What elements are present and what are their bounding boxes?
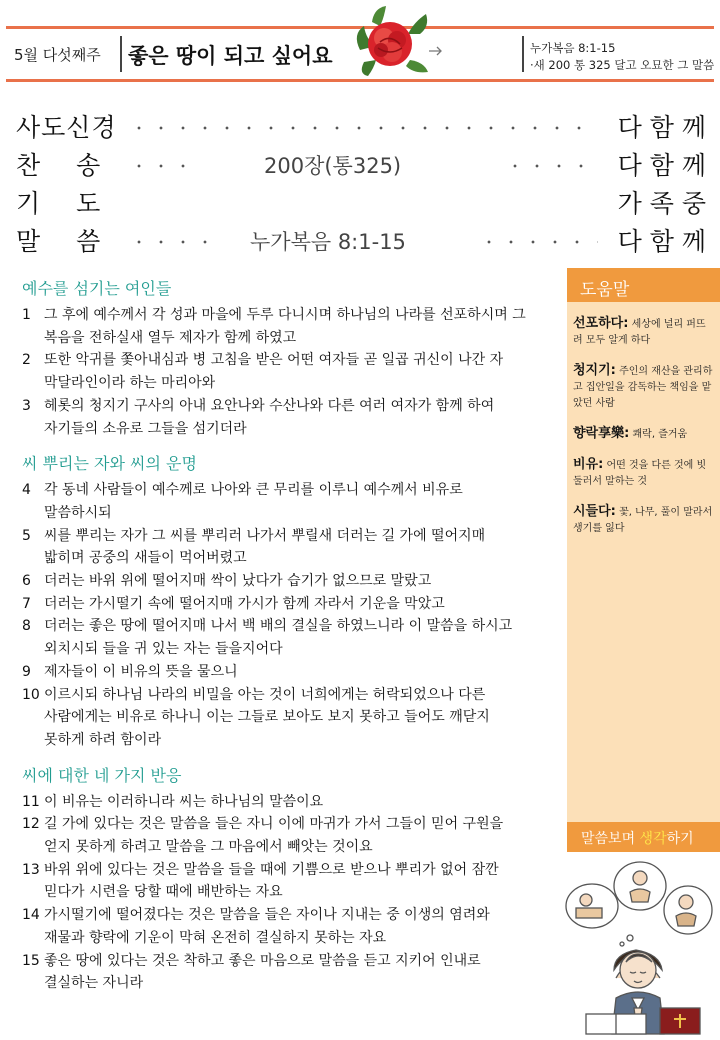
glossary-term [573,504,713,537]
page-title: 좋은 땅이 되고 싶어요 [128,44,333,68]
order-leader: 가 족 중 [617,189,706,218]
header-bottom-rule [6,79,714,82]
verse-number: 3 [22,397,31,414]
order-row [0,146,720,184]
order-leader: 다 함 께 [617,113,706,142]
verse-line: 복음을 전하실새 열두 제자가 함께 하였고 [44,329,297,346]
verse-number: 15 [22,952,40,969]
glossary-term [573,316,713,349]
verse-line: 더러는 좋은 땅에 떨어지매 나서 백 배의 결실을 하였느니라 이 말씀을 하시고 [44,618,513,635]
verse [22,684,560,752]
verse-number: 13 [22,861,40,878]
term-word: 선포하다: [573,316,629,331]
verse-number: 14 [22,907,40,924]
order-row [0,184,720,222]
dot-leader [504,164,598,168]
term-word: 향락享樂: [573,426,630,441]
term-definition: 어떤 것을 다른 것에 빗 둘러서 말하는 것 [573,460,707,487]
term-word: 청지기: [573,363,616,378]
praying-boy-illustration [556,858,716,1036]
verse-number: 11 [22,793,40,810]
verse-line: 이 비유는 이러하니라 씨는 하나님의 말씀이요 [44,793,324,810]
order-leader: 다 함 께 [617,151,706,180]
flower-icon [350,4,430,78]
reflection-banner [567,822,720,852]
help-sidebar [567,268,720,852]
glossary-term [573,426,713,443]
reflection-label: 말씀보며 [581,831,640,847]
verse-number: 4 [22,482,31,499]
term-definition: 꽃, 나무, 풀이 말라서 생기를 잃다 [573,507,713,534]
order-label: 찬 송 [16,151,102,180]
verse-line: 못하게 하려 함이라 [44,731,162,748]
order-label: 사도신경 [16,113,117,142]
verse [22,615,560,660]
order-label: 말 씀 [16,227,102,256]
verse-number: 5 [22,527,31,544]
order-label: 기 도 [16,189,102,218]
verse-number: 10 [22,686,40,703]
arrow-icon [428,44,444,58]
verse-line: 밟히며 공중의 새들이 먹어버렸고 [44,550,247,567]
verse-line: 막달라인이라 하는 마리아와 [44,375,216,392]
order-row [0,222,720,260]
verse [22,859,560,904]
scripture-section [22,451,560,751]
verse-number: 9 [22,663,31,680]
verse-number: 7 [22,595,31,612]
verse [22,813,560,858]
verse-line: 이르시되 하나님 나라의 비밀을 아는 것이 너희에게는 허락되었으나 다른 [44,686,486,703]
verse-line: 외치시되 들을 귀 있는 자는 들을지어다 [44,641,283,658]
term-word: 시들다: [573,504,616,519]
scripture-text [22,276,560,1006]
verse [22,904,560,949]
section-title: 예수를 섬기는 여인들 [22,279,172,298]
verse [22,570,560,593]
verse-line: 씨를 뿌리는 자가 그 씨를 뿌리러 나가서 뿌릴새 더러는 길 가에 떨어지매 [44,527,486,544]
scripture-section [22,763,560,995]
dot-leader [128,164,188,168]
glossary-term [573,457,713,490]
verse-line: 사람에게는 비유로 하나니 이는 그들로 보아도 보지 못하고 들어도 깨닫지 [44,709,490,726]
reflection-highlight: 생각 [639,831,667,847]
header-divider [522,36,524,72]
week-label: 5월 다섯째주 [14,46,101,64]
verse-number: 12 [22,816,40,833]
verse-line: 각 동네 사람들이 예수께로 나아와 큰 무리를 이루니 예수께서 비유로 [44,482,463,499]
verse-line: 바위 위에 있다는 것은 말씀을 들을 때에 기쁨으로 받으나 뿌리가 없어 잠깐 [44,861,499,878]
glossary-term [573,363,713,412]
verse-number: 8 [22,618,31,635]
reference-hymn: ·새 200 통 325 달고 오묘한 그 말씀 [530,58,715,72]
verse-line: 결실하는 자니라 [44,975,144,992]
verse [22,525,560,570]
passage-reference: 누가복음 8:1-15 [250,230,406,254]
verse-number: 2 [22,352,31,369]
term-definition: 세상에 널리 퍼뜨려 모두 알게 하다 [573,319,706,346]
verse-number: 1 [22,307,31,323]
dot-leader [478,240,598,244]
verse-line: 얻지 못하게 하려고 말씀을 그 마음에서 빼앗는 것이요 [44,839,373,856]
hymn-number: 200장(통325) [264,154,402,178]
sidebar-heading: 도움말 [567,268,720,302]
section-title: 씨 뿌리는 자와 씨의 운명 [22,454,197,474]
verse-line: 더러는 바위 위에 떨어지매 싹이 났다가 습기가 없으므로 말랐고 [44,573,432,590]
verse-line: 길 가에 있다는 것은 말씀을 들은 자니 이에 마귀가 가서 그들이 믿어 구원을 [44,816,504,833]
verse-line: 또한 악귀를 쫓아내심과 병 고침을 받은 어떤 여자들 곧 일곱 귀신이 나간 자 [44,352,504,369]
glossary [573,316,713,551]
order-row [0,108,720,146]
verse [22,950,560,995]
verse-line: 믿다가 시련을 당할 때에 배반하는 자요 [44,884,283,901]
verse-line: 가시떨기에 떨어졌다는 것은 말씀을 들은 자이나 지내는 중 이생의 염려와 [44,907,490,924]
verse [22,661,560,684]
verse-number: 6 [22,573,31,590]
verse [22,395,560,440]
verse [22,304,560,349]
verse-line: 헤롯의 청지기 구사의 아내 요안나와 수산나와 다른 여러 여자가 함께 하여 [44,397,495,414]
verse [22,479,560,524]
verse-line: 재물과 향락에 기운이 막혀 온전히 결실하지 못하는 자요 [44,929,387,946]
verse-line: 자기들의 소유로 그들을 섬기더라 [44,420,247,437]
dot-leader [128,126,598,130]
reflection-label-end: 하기 [666,831,694,847]
term-definition: 주인의 재산을 관리하고 집안일을 감독하는 책임을 맡았던 사람 [573,366,713,409]
section-title: 씨에 대한 네 가지 반응 [22,765,182,785]
verse [22,349,560,394]
reference-passage: 누가복음 8:1-15 [530,41,616,55]
term-word: 비유: [573,457,604,472]
verse-line: 그 후에 예수께서 각 성과 마을에 두루 다니시며 하나님의 나라를 선포하시며 그 [44,307,526,323]
term-definition: 쾌락, 즐거움 [632,429,688,440]
verse-line: 말씀하시되 [44,504,112,521]
dot-leader [128,240,208,244]
scripture-reference [530,40,714,74]
verse [22,593,560,616]
verse-line: 더러는 가시떨기 속에 떨어지매 가시가 함께 자라서 기운을 막았고 [44,595,445,612]
order-leader: 다 함 께 [617,227,706,256]
verse-line: 좋은 땅에 있다는 것은 착하고 좋은 마음으로 말씀을 듣고 지키어 인내로 [44,952,481,969]
verse-line: 제자들이 이 비유의 뜻을 물으니 [44,663,238,680]
verse [22,791,560,814]
header-divider [120,36,122,72]
scripture-section [22,276,560,440]
